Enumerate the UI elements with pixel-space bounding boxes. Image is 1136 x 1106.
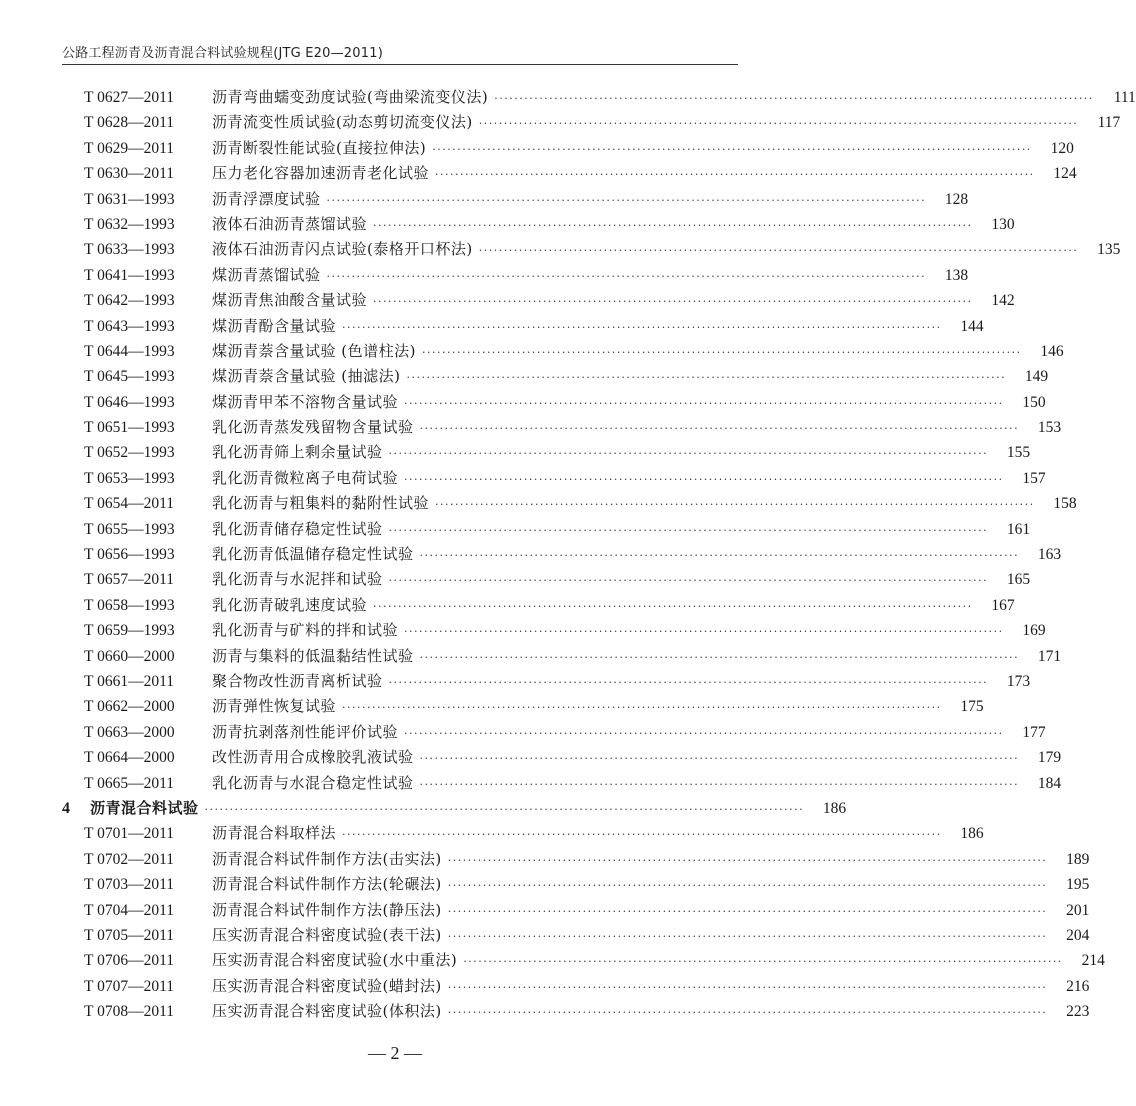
toc-entry[interactable]: [62, 111, 1121, 136]
toc-entry-title: 乳化沥青与粗集料的黏附性试验: [212, 494, 430, 513]
toc-dot-leader: ························································································································: [404, 472, 1004, 486]
toc-entry-page: 138: [944, 266, 969, 284]
toc-entry-code: T 0653—1993: [84, 469, 175, 487]
toc-entry-code: T 0641—1993: [84, 266, 175, 284]
toc-entry-page: 171: [1037, 647, 1062, 665]
header-rule: [62, 64, 738, 65]
toc-entry-title: 沥青弹性恢复试验: [212, 697, 337, 716]
toc-entry-code: T 0645—1993: [84, 368, 175, 386]
toc-entry-page: 155: [1006, 444, 1031, 462]
toc-chapter-heading[interactable]: [62, 797, 847, 822]
toc-entry-title: 沥青混合料试件制作方法(击实法): [212, 849, 442, 868]
toc-dot-leader: ························································································································: [419, 777, 1020, 791]
toc-entry[interactable]: [62, 746, 1062, 771]
toc-dot-leader: ························································································································: [204, 802, 805, 816]
toc-dot-leader: ························································································································: [447, 929, 1048, 943]
toc-entry[interactable]: [62, 594, 1015, 619]
toc-dot-leader: ························································································································: [404, 625, 1004, 639]
toc-entry-title: 乳化沥青筛上剩余量试验: [212, 443, 383, 462]
running-header: 公路工程沥青及沥青混合料试验规程(JTG E20—2011): [62, 46, 383, 61]
toc-dot-leader: ························································································································: [404, 726, 1004, 740]
toc-entry-title: 压实沥青混合料密度试验(体积法): [212, 1002, 442, 1021]
toc-entry-page: 177: [1022, 723, 1046, 741]
toc-entry-title: 沥青抗剥落剂性能评价试验: [212, 722, 399, 741]
toc-entry[interactable]: [62, 365, 1049, 390]
toc-entry-code: T 0707—2011: [84, 977, 174, 995]
toc-entry-page: 144: [960, 317, 984, 335]
toc-entry[interactable]: [62, 86, 1136, 111]
toc-entry[interactable]: [62, 543, 1062, 568]
toc-entry-code: T 0701—2011: [84, 825, 174, 843]
toc-entry[interactable]: [62, 492, 1077, 517]
toc-dot-leader: ························································································································: [478, 244, 1079, 258]
toc-entry-code: T 0664—2000: [84, 749, 175, 767]
toc-entry-page: 157: [1022, 469, 1046, 487]
toc-entry-page: 158: [1053, 495, 1077, 513]
toc-entry-code: T 0644—1993: [84, 342, 175, 360]
table-of-contents: [62, 86, 1136, 1025]
toc-entry[interactable]: [62, 670, 1031, 695]
toc-entry[interactable]: [62, 848, 1090, 873]
toc-entry-page: 216: [1066, 977, 1090, 995]
toc-entry[interactable]: [62, 772, 1062, 797]
toc-entry-code: T 0627—2011: [84, 89, 174, 106]
toc-entry-title: 沥青弯曲蠕变劲度试验(弯曲梁流变仪法): [212, 88, 489, 106]
toc-dot-leader: ························································································································: [388, 675, 989, 689]
toc-entry-title: 改性沥青用合成橡胶乳液试验: [212, 748, 414, 767]
toc-entry-code: T 0665—2011: [84, 774, 174, 792]
toc-entry-page: 165: [1006, 571, 1031, 589]
toc-entry-code: T 0658—1993: [84, 596, 175, 614]
toc-entry[interactable]: [62, 340, 1064, 365]
toc-entry-code: T 0656—1993: [84, 546, 175, 564]
toc-entry-code: T 0654—2011: [84, 495, 174, 513]
toc-dot-leader: ························································································································: [419, 549, 1020, 563]
toc-entry-code: T 0663—2000: [84, 723, 175, 741]
toc-entry-title: 沥青混合料取样法: [212, 824, 337, 843]
toc-entry[interactable]: [62, 568, 1031, 593]
toc-entry-title: 煤沥青蒸馏试验: [212, 265, 321, 284]
toc-entry-code: T 0703—2011: [84, 876, 174, 894]
toc-entry[interactable]: [62, 441, 1031, 466]
toc-entry-page: 161: [1006, 520, 1031, 538]
toc-entry-page: 135: [1097, 241, 1121, 259]
toc-entry-page: 186: [960, 825, 984, 843]
toc-entry-title: 压实沥青混合料密度试验(水中重法): [212, 951, 458, 970]
toc-entry-title: 沥青浮漂度试验: [212, 189, 321, 208]
toc-entry[interactable]: [62, 289, 1015, 314]
toc-entry-page: 146: [1040, 342, 1064, 360]
toc-entry-page: 169: [1022, 622, 1046, 640]
toc-entry-title: 液体石油沥青蒸馏试验: [212, 214, 368, 233]
toc-dot-leader: ························································································································: [447, 904, 1048, 918]
toc-entry-code: T 0706—2011: [84, 952, 174, 970]
toc-entry[interactable]: [62, 721, 1046, 746]
page-number: — 2 —: [368, 1043, 422, 1063]
toc-entry[interactable]: [62, 873, 1090, 898]
toc-entry-page: 186: [822, 799, 847, 817]
toc-entry-code: T 0630—2011: [84, 165, 174, 183]
toc-dot-leader: ························································································································: [419, 650, 1020, 664]
toc-entry[interactable]: [62, 137, 1074, 162]
toc-entry[interactable]: [62, 1000, 1090, 1025]
toc-entry-page: 167: [991, 596, 1015, 614]
toc-dot-leader: ························································································································: [326, 269, 927, 283]
toc-entry-title: 煤沥青萘含量试验 (色谱柱法): [212, 341, 416, 360]
toc-dot-leader: ························································································································: [447, 853, 1048, 867]
toc-entry-page: 150: [1022, 393, 1046, 411]
toc-entry[interactable]: [62, 975, 1090, 1000]
toc-entry-code: T 0659—1993: [84, 622, 175, 640]
toc-entry-title: 沥青与集料的低温黏结性试验: [212, 646, 414, 665]
toc-entry-page: 124: [1053, 165, 1077, 183]
toc-entry-title: 压实沥青混合料密度试验(蜡封法): [212, 976, 442, 995]
toc-entry[interactable]: [62, 949, 1105, 974]
toc-chapter-number: 4: [62, 799, 70, 817]
toc-dot-leader: ························································································································: [373, 599, 973, 613]
toc-entry-code: T 0652—1993: [84, 444, 175, 462]
toc-entry-code: T 0633—1993: [84, 241, 175, 259]
toc-entry-title: 乳化沥青与矿料的拌和试验: [212, 621, 399, 640]
toc-dot-leader: ························································································································: [373, 295, 973, 309]
toc-entry[interactable]: [62, 695, 984, 720]
toc-entry-page: 195: [1066, 876, 1090, 894]
toc-entry[interactable]: [62, 264, 969, 289]
toc-entry-page: 201: [1066, 901, 1090, 919]
toc-entry-page: 204: [1066, 926, 1090, 944]
toc-entry[interactable]: [62, 518, 1031, 543]
toc-entry[interactable]: [62, 822, 984, 847]
toc-entry[interactable]: [62, 467, 1046, 492]
toc-entry-code: T 0631—1993: [84, 190, 175, 208]
toc-entry[interactable]: [62, 213, 1015, 238]
toc-entry[interactable]: [62, 619, 1046, 644]
toc-dot-leader: ························································································································: [447, 980, 1048, 994]
toc-entry-page: 149: [1024, 368, 1049, 386]
toc-dot-leader: ························································································································: [435, 498, 1035, 512]
toc-entry-code: T 0629—2011: [84, 139, 174, 157]
toc-entry-page: 214: [1081, 952, 1105, 970]
toc-entry-page: 117: [1097, 114, 1121, 132]
toc-entry-title: 乳化沥青微粒离子电荷试验: [212, 468, 399, 487]
toc-entry-title: 沥青混合料试件制作方法(静压法): [212, 900, 442, 919]
toc-dot-leader: ························································································································: [419, 752, 1020, 766]
toc-entry-title: 沥青流变性质试验(动态剪切流变仪法): [212, 113, 473, 132]
toc-dot-leader: ························································································································: [463, 955, 1063, 969]
toc-entry-title: 乳化沥青与水泥拌和试验: [212, 570, 383, 589]
toc-entry-title: 乳化沥青破乳速度试验: [212, 595, 368, 614]
toc-entry-code: T 0660—2000: [84, 647, 175, 665]
toc-entry-title: 沥青断裂性能试验(直接拉伸法): [212, 138, 427, 157]
toc-entry-code: T 0702—2011: [84, 850, 174, 868]
toc-entry-title: 沥青混合料试件制作方法(轮碾法): [212, 875, 442, 894]
toc-entry-page: 111: [1113, 89, 1136, 106]
toc-dot-leader: ························································································································: [406, 371, 1007, 385]
toc-entry-title: 压力老化容器加速沥青老化试验: [212, 164, 430, 183]
toc-entry-page: 179: [1037, 749, 1062, 767]
toc-entry[interactable]: [62, 899, 1090, 924]
toc-dot-leader: ························································································································: [342, 320, 942, 334]
toc-entry-code: T 0705—2011: [84, 926, 174, 944]
toc-entry-title: 煤沥青酚含量试验: [212, 316, 337, 335]
toc-entry-page: 130: [991, 215, 1015, 233]
toc-entry-code: T 0632—1993: [84, 215, 175, 233]
toc-dot-leader: ························································································································: [494, 92, 1094, 105]
toc-entry[interactable]: [62, 645, 1062, 670]
toc-dot-leader: ························································································································: [326, 193, 927, 207]
toc-entry-page: 128: [944, 190, 969, 208]
toc-entry-code: T 0662—2000: [84, 698, 175, 716]
toc-entry-title: 液体石油沥青闪点试验(泰格开口杯法): [212, 240, 473, 259]
toc-dot-leader: ························································································································: [435, 168, 1035, 182]
toc-dot-leader: ························································································································: [421, 345, 1022, 359]
toc-entry-code: T 0643—1993: [84, 317, 175, 335]
toc-entry-title: 沥青混合料试验: [90, 798, 199, 817]
toc-entry-code: T 0651—1993: [84, 419, 175, 437]
toc-entry-page: 120: [1050, 139, 1074, 157]
toc-entry-page: 173: [1006, 672, 1031, 690]
toc-dot-leader: ························································································································: [373, 218, 973, 232]
toc-entry-code: T 0642—1993: [84, 292, 175, 310]
toc-dot-leader: ························································································································: [478, 117, 1079, 131]
toc-entry-code: T 0704—2011: [84, 901, 174, 919]
toc-entry-title: 煤沥青萘含量试验 (抽滤法): [212, 367, 401, 386]
toc-entry-title: 聚合物改性沥青离析试验: [212, 671, 383, 690]
toc-entry[interactable]: [62, 391, 1046, 416]
toc-entry-page: 223: [1066, 1003, 1090, 1021]
toc-entry[interactable]: [62, 162, 1077, 187]
toc-entry-title: 乳化沥青低温储存稳定性试验: [212, 545, 414, 564]
toc-entry-title: 煤沥青甲苯不溶物含量试验: [212, 392, 399, 411]
toc-entry[interactable]: [62, 315, 984, 340]
toc-entry[interactable]: [62, 924, 1090, 949]
toc-dot-leader: ························································································································: [419, 422, 1020, 436]
toc-dot-leader: ························································································································: [342, 701, 942, 715]
toc-entry-code: T 0708—2011: [84, 1003, 174, 1021]
toc-entry-title: 煤沥青焦油酸含量试验: [212, 291, 368, 310]
toc-entry-code: T 0628—2011: [84, 114, 174, 132]
toc-entry-code: T 0655—1993: [84, 520, 175, 538]
toc-entry-page: 163: [1037, 546, 1062, 564]
toc-dot-leader: ························································································································: [447, 879, 1048, 893]
toc-dot-leader: ························································································································: [388, 523, 989, 537]
toc-entry-title: 乳化沥青储存稳定性试验: [212, 519, 383, 538]
toc-entry-code: T 0661—2011: [84, 672, 174, 690]
toc-entry[interactable]: [62, 416, 1062, 441]
toc-entry-code: T 0646—1993: [84, 393, 175, 411]
toc-entry-page: 175: [960, 698, 984, 716]
toc-entry-title: 乳化沥青与水混合稳定性试验: [212, 773, 414, 792]
toc-entry[interactable]: [62, 238, 1121, 263]
toc-dot-leader: ························································································································: [404, 396, 1004, 410]
toc-dot-leader: ························································································································: [388, 447, 989, 461]
toc-dot-leader: ························································································································: [432, 142, 1032, 156]
toc-entry-title: 压实沥青混合料密度试验(表干法): [212, 925, 442, 944]
toc-entry-page: 184: [1037, 774, 1062, 792]
toc-entry[interactable]: [62, 188, 969, 213]
toc-entry-page: 153: [1037, 419, 1062, 437]
toc-entry-page: 142: [991, 292, 1015, 310]
toc-entry-code: T 0657—2011: [84, 571, 174, 589]
toc-dot-leader: ························································································································: [447, 1006, 1048, 1020]
toc-dot-leader: ························································································································: [388, 574, 989, 588]
toc-entry-page: 189: [1066, 850, 1090, 868]
toc-entry-title: 乳化沥青蒸发残留物含量试验: [212, 418, 414, 437]
toc-dot-leader: ························································································································: [342, 828, 942, 842]
